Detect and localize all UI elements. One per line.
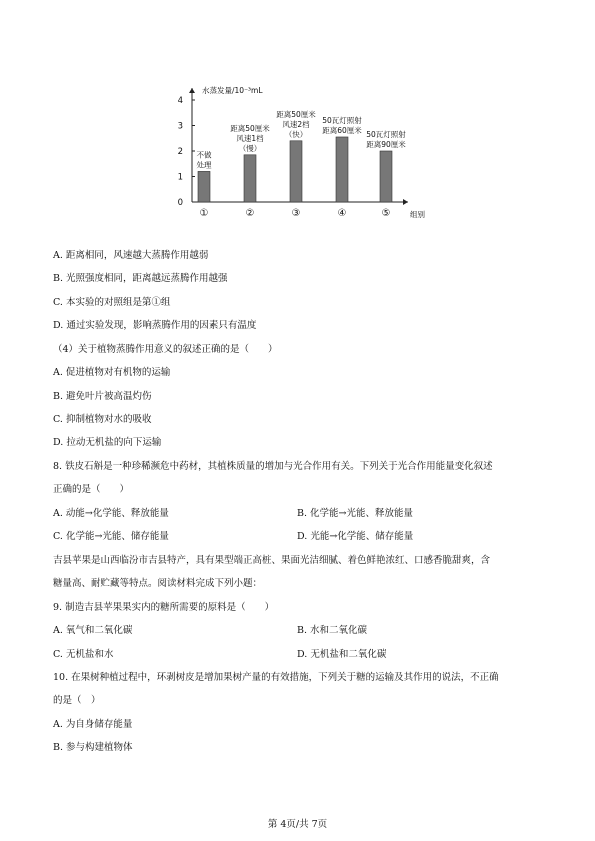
option-line: B. 光照强度相同，距离越远蒸腾作用越强 (53, 273, 228, 284)
option-line: A. 促进植物对有机物的运输 (53, 367, 171, 378)
bar-annotation: 50瓦灯照射 (322, 115, 362, 125)
bar (380, 151, 392, 202)
x-axis-label: 组别 (410, 210, 425, 219)
y-tick-label: 2 (177, 147, 183, 157)
option-line: C. 抑制植物对水的吸收 (53, 414, 152, 425)
option-line: C. 化学能→光能、储存能量 (53, 531, 169, 542)
bar-annotation: 处理 (196, 160, 212, 170)
x-axis-arrow (403, 199, 408, 205)
option-line: B. 避免叶片被高温灼伤 (53, 391, 152, 402)
x-category-label: ③ (291, 208, 301, 219)
bar-annotation: 风速2档 (282, 119, 310, 129)
option-line: D. 无机盐和二氧化碳 (297, 649, 387, 660)
y-tick-label: 0 (177, 198, 183, 208)
option-line: A. 距离相同，风速越大蒸腾作用越弱 (53, 250, 209, 261)
bar (336, 137, 348, 202)
option-line: B. 参与构建植物体 (53, 742, 133, 753)
x-category-label: ④ (337, 208, 347, 219)
bar-chart (170, 78, 430, 228)
option-line: D. 通过实验发现，影响蒸腾作用的因素只有温度 (53, 320, 257, 331)
x-category-label: ① (199, 208, 209, 219)
x-category-label: ② (245, 208, 255, 219)
y-tick-label: 4 (177, 96, 183, 106)
x-category-label: ⑤ (381, 208, 391, 219)
bar-annotation: 风速1档 (236, 133, 264, 143)
bar-annotation: 距离90厘米 (366, 140, 406, 149)
question-line: 8. 铁皮石斛是一种珍稀濒危中药材，其植株质量的增加与光合作用有关。下列关于光合作用能量变化叙述 (53, 461, 493, 472)
question-line: （4）关于植物蒸腾作用意义的叙述正确的是（ ） (53, 344, 278, 355)
y-tick-label: 1 (177, 172, 183, 183)
y-axis-label: 水蒸发量/10⁻³mL (202, 86, 263, 95)
option-line: A. 氧气和二氧化碳 (53, 625, 133, 636)
bar-annotation: 距离60厘米 (322, 125, 362, 135)
option-line: B. 水和二氧化碳 (297, 625, 368, 636)
question-line: 9. 制造吉县苹果果实内的糖所需要的原料是（ ） (53, 602, 275, 613)
question-line: 的是（ ） (53, 695, 101, 706)
bar (290, 141, 302, 202)
bar-annotation: 距离50厘米 (276, 109, 316, 119)
y-axis-arrow (189, 88, 195, 93)
bar (244, 155, 256, 202)
question-line: 10. 在果树种植过程中，环剥树皮是增加果树产量的有效措施，下列关于糖的运输及其作用的说法，不正确 (53, 672, 499, 683)
option-line: A. 为自身储存能量 (53, 719, 133, 730)
bar-annotation: 50瓦灯照射 (366, 130, 406, 139)
passage-line: 糖量高、耐贮藏等特点。阅读材料完成下列小题： (53, 578, 263, 589)
bar-annotation: （快） (284, 129, 308, 139)
bar-annotation: 不做 (196, 150, 212, 160)
chart-svg (170, 78, 430, 228)
y-tick-label: 3 (177, 121, 183, 132)
passage-line: 吉县苹果是山西临汾市吉县特产，具有果型端正高桩、果面光洁细腻、着色鲜艳浓红、口感香脆甜爽，含 (53, 555, 491, 566)
option-line: D. 光能→化学能、储存能量 (297, 531, 414, 542)
bar (198, 171, 210, 202)
bar-annotation: 距离50厘米 (230, 123, 270, 133)
option-line: C. 无机盐和水 (53, 649, 114, 660)
page-footer: 第 4页/共 7页 (267, 819, 328, 830)
option-line: C. 本实验的对照组是第①组 (53, 297, 171, 308)
bar-annotation: （慢） (238, 143, 262, 153)
option-line: D. 拉动无机盐的向下运输 (53, 437, 162, 448)
option-line: A. 动能→化学能、释放能量 (53, 508, 169, 519)
question-line: 正确的是（ ） (53, 484, 130, 495)
option-line: B. 化学能→光能、释放能量 (297, 508, 413, 519)
